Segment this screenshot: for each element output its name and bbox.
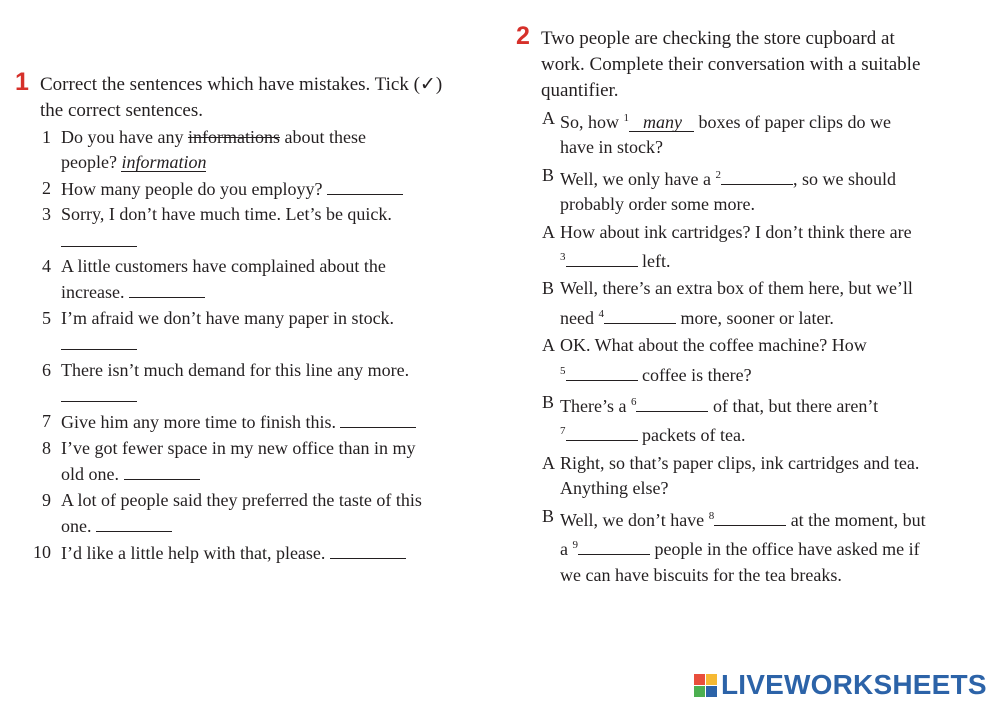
dialogue-text: probably order some more. xyxy=(560,194,755,215)
exercise-2-header xyxy=(516,22,936,104)
speaker-label: B xyxy=(542,505,555,526)
gap-blank-9[interactable] xyxy=(578,536,650,555)
item-number: 2 xyxy=(42,177,51,198)
exercise-1-instruction-line1: Correct the sentences which have mistakes. Tick (✓) xyxy=(40,74,443,95)
gap-blank-6[interactable] xyxy=(636,393,708,412)
speaker-label: A xyxy=(542,335,555,356)
dialogue-text: we can have biscuits for the tea breaks. xyxy=(560,564,842,585)
gap-blank-5[interactable] xyxy=(566,362,638,381)
answer-blank-5[interactable] xyxy=(61,331,137,350)
item-number: 5 xyxy=(42,307,51,328)
dialogue-text: at the moment, but xyxy=(786,509,926,530)
answer-blank-2[interactable] xyxy=(327,176,403,195)
speaker-label: B xyxy=(542,392,555,413)
exercise-1-header xyxy=(15,68,475,124)
dialogue-text: Anything else? xyxy=(560,478,669,499)
dialogue-line-8 xyxy=(516,504,936,588)
item-number: 9 xyxy=(42,489,51,510)
answer-blank-6[interactable] xyxy=(61,383,137,402)
item-number: 7 xyxy=(42,411,51,432)
logo-text: LIVEWORKSHEETS xyxy=(721,669,987,700)
dialogue-text: need xyxy=(560,307,599,328)
gap-blank-4[interactable] xyxy=(604,305,676,324)
gap-blank-7[interactable] xyxy=(566,422,638,441)
item-text: Do you have any xyxy=(61,127,188,147)
exercise-1-item-6 xyxy=(15,358,475,410)
exercise-1-item-2 xyxy=(15,176,475,202)
gap-number: 7 xyxy=(560,425,566,438)
exercise-2-instruction-line3: quantifier. xyxy=(541,80,619,101)
answer-blank-10[interactable] xyxy=(330,540,406,559)
item-text: I’ve got fewer space in my new office than in my xyxy=(61,437,416,458)
dialogue-text: Well, we don’t have xyxy=(560,509,709,530)
item-text: Give him any more time to finish this. xyxy=(61,412,341,433)
speaker-label: A xyxy=(542,221,555,242)
exercise-1-item-4 xyxy=(15,254,475,306)
exercise-2-instruction-line1: Two people are checking the store cupboard at xyxy=(541,28,895,49)
gap-number: 6 xyxy=(630,396,637,409)
exercise-1-item-3 xyxy=(15,202,475,254)
exercise-1-item-7 xyxy=(15,409,475,435)
dialogue-text: , so we should xyxy=(793,168,896,189)
item-text: old one. xyxy=(61,464,124,485)
item-number: 3 xyxy=(42,204,51,225)
exercise-1-item-10 xyxy=(15,540,475,566)
dialogue-line-1 xyxy=(516,106,936,161)
logo-mark-icon xyxy=(694,674,717,697)
speaker-label: B xyxy=(542,164,555,185)
example-answer: many xyxy=(629,113,694,132)
gap-number: 3 xyxy=(560,251,566,264)
item-number: 6 xyxy=(42,359,51,380)
dialogue-text: There’s a xyxy=(560,396,631,417)
dialogue-line-4 xyxy=(516,276,936,331)
exercise-1-item-8 xyxy=(15,436,475,488)
gap-blank-2[interactable] xyxy=(721,166,793,185)
item-text: A lot of people said they preferred the taste of this xyxy=(61,489,422,510)
item-text: How many people do you employy? xyxy=(61,178,323,199)
dialogue-text: How about ink cartridges? I don’t think there are xyxy=(560,221,912,242)
dialogue-line-2 xyxy=(516,163,936,218)
dialogue-line-7 xyxy=(516,451,936,502)
logo-tile-i xyxy=(706,674,717,685)
gap-number: 5 xyxy=(560,364,566,377)
item-number: 1 xyxy=(42,127,51,147)
dialogue-text: of that, but there aren’t xyxy=(708,396,879,417)
dialogue-text: So, how xyxy=(560,112,624,132)
gap-number: 4 xyxy=(598,307,604,320)
answer-blank-4[interactable] xyxy=(129,279,205,298)
item-text: There isn’t much demand for this line any more. xyxy=(61,359,410,380)
dialogue-text: a xyxy=(560,539,573,560)
dialogue-text: people in the office have asked me if xyxy=(650,539,920,560)
exercise-1-item-1 xyxy=(15,125,475,176)
dialogue-text: Well, we only have a xyxy=(560,168,716,189)
struck-word: informations xyxy=(187,127,280,147)
gap-number: 8 xyxy=(708,509,715,522)
exercise-1-item-9 xyxy=(15,488,475,540)
exercise-2-instruction-line2: work. Complete their conversation with a suitable xyxy=(541,54,921,75)
item-text: Sorry, I don’t have much time. Let’s be quick. xyxy=(61,204,392,225)
gap-blank-8[interactable] xyxy=(714,507,786,526)
answer-blank-7[interactable] xyxy=(340,409,416,428)
item-text: I’d like a little help with that, please. xyxy=(61,542,330,563)
exercise-1-instruction-line2: the correct sentences. xyxy=(40,100,203,121)
speaker-label: B xyxy=(542,278,555,299)
exercise-1-number: 1 xyxy=(15,68,29,96)
logo-tile-e xyxy=(706,686,717,697)
item-text: about these xyxy=(279,127,366,147)
dialogue-text: have in stock? xyxy=(560,137,663,158)
dialogue-text: packets of tea. xyxy=(637,425,746,446)
answer-blank-3[interactable] xyxy=(61,228,137,247)
item-text: I’m afraid we don’t have many paper in stock. xyxy=(61,307,395,328)
dialogue-line-6 xyxy=(516,390,936,449)
dialogue-text: OK. What about the coffee machine? How xyxy=(560,335,867,356)
item-number: 8 xyxy=(42,437,51,458)
dialogue-text: boxes of paper clips do we xyxy=(694,112,891,132)
speaker-label: A xyxy=(542,108,555,128)
item-text: one. xyxy=(61,516,96,537)
example-answer: information xyxy=(121,152,207,173)
speaker-label: A xyxy=(542,452,555,473)
gap-number: 9 xyxy=(572,539,578,552)
exercise-1 xyxy=(15,68,475,566)
dialogue-line-3 xyxy=(516,220,936,275)
dialogue-text: more, sooner or later. xyxy=(675,307,834,328)
exercise-2-number: 2 xyxy=(516,22,530,50)
item-text: A little customers have complained about the xyxy=(61,256,386,277)
gap-number: 1 xyxy=(623,112,630,124)
dialogue-text: Right, so that’s paper clips, ink cartridges and tea. xyxy=(560,452,920,473)
dialogue xyxy=(516,106,936,588)
answer-blank-8[interactable] xyxy=(124,461,200,480)
dialogue-text: left. xyxy=(637,251,671,272)
gap-blank-3[interactable] xyxy=(566,248,638,267)
item-text: increase. xyxy=(61,282,129,303)
item-number: 4 xyxy=(42,256,51,277)
logo-tile-v xyxy=(694,686,705,697)
dialogue-text: Well, there’s an extra box of them here, but we’ll xyxy=(560,278,913,299)
exercise-1-items xyxy=(15,125,475,566)
dialogue-text: coffee is there? xyxy=(637,364,752,385)
logo-tile-l xyxy=(694,674,705,685)
answer-blank-9[interactable] xyxy=(96,513,172,532)
exercise-1-item-5 xyxy=(15,306,475,358)
dialogue-line-5 xyxy=(516,333,936,388)
item-number: 10 xyxy=(33,541,51,562)
item-text: people? xyxy=(61,152,122,173)
liveworksheets-logo xyxy=(694,669,987,701)
gap-number: 2 xyxy=(715,168,721,181)
exercise-2 xyxy=(516,22,936,590)
